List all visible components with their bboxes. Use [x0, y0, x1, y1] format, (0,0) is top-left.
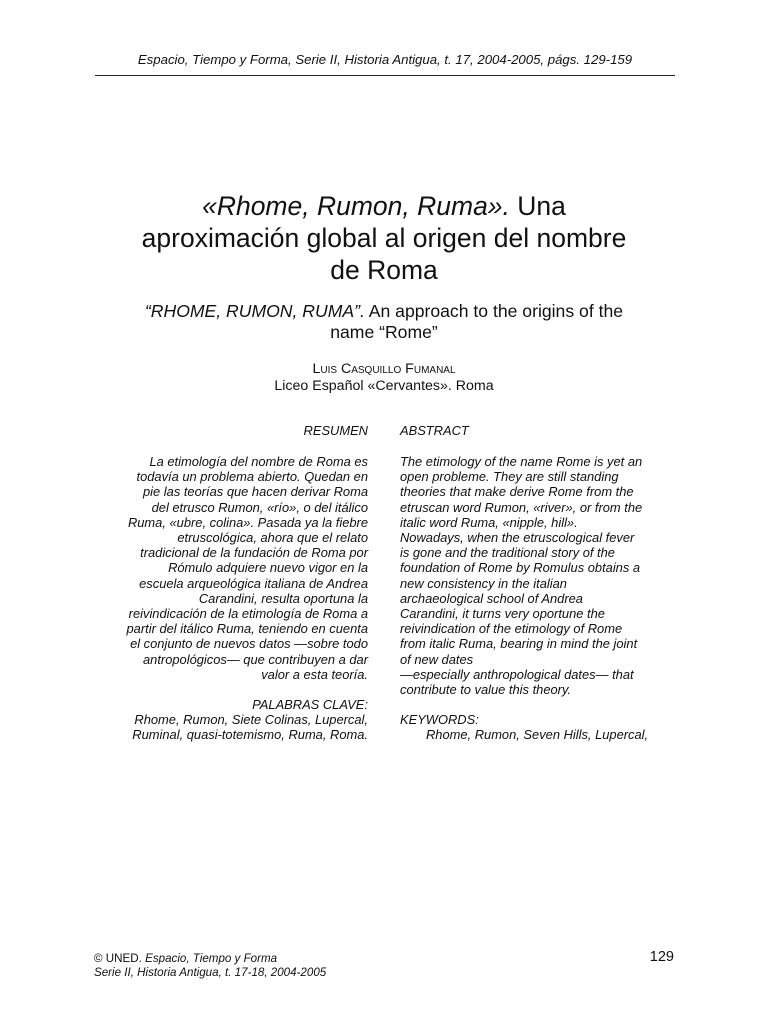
keywords-list: [400, 727, 716, 742]
text-line: Nowadays, when the etruscological fever: [400, 530, 635, 546]
text-line: reivindication of the etimology of Rome: [400, 621, 623, 637]
text-line: archaeological school of Andrea: [400, 590, 583, 606]
text-line: italic word Ruma, «nipple, hill».: [400, 514, 578, 530]
article-subtitle: [84, 301, 684, 343]
footer-journal: Espacio, Tiempo y Forma: [145, 952, 278, 965]
resumen-body: [96, 454, 368, 682]
title-line-3: de Roma: [330, 255, 438, 285]
article-title: [84, 190, 684, 286]
text-line: del etrusco Rumon, «río», o del itálico: [151, 499, 368, 515]
text-line: etruscan word Rumon, «river», or from the: [400, 499, 643, 515]
text-line: partir del itálico Ruma, teniendo en cuenta: [126, 621, 368, 637]
text-line: open probleme. They are still standing: [400, 469, 619, 485]
author-affiliation: Liceo Español «Cervantes». Roma: [274, 378, 494, 394]
text-line: theories that make derive Rome from the: [400, 484, 634, 500]
text-line: pie las teorías que hacen derivar Roma: [143, 484, 368, 500]
text-line: Carandini, it turns very oportune the: [400, 606, 605, 622]
text-line: Ruma, «ubre, colina». Pasada ya la fiebre: [127, 514, 368, 530]
title-line-1: [84, 190, 684, 222]
text-line: todavía un problema abierto. Quedan en: [136, 469, 368, 485]
text-line: reivindicación de la etimología de Roma a: [128, 606, 368, 622]
abstract-body: [400, 454, 690, 697]
text-line: valor a esta teoría.: [261, 666, 368, 682]
title-line-1-rest: Una: [509, 191, 566, 221]
subtitle-line-2: name “Rome”: [330, 322, 438, 342]
text-line: Ruminal, quasi-totemismo, Ruma, Roma.: [132, 727, 368, 743]
text-line: The etimology of the name Rome is yet an: [400, 454, 643, 469]
text-line: —especially anthropological dates— that: [400, 666, 634, 682]
text-line: La etimología del nombre de Roma es: [149, 454, 368, 469]
text-line: new consistency in the italian: [400, 575, 567, 591]
subtitle-italic-part: “RHOME, RUMON, RUMA”.: [144, 301, 365, 321]
footer-publisher: UNED.: [105, 952, 142, 965]
text-line: contribute to value this theory.: [400, 682, 572, 698]
subtitle-line-1: [84, 301, 684, 322]
text-line: of new dates: [400, 651, 474, 667]
text-line: Rhome, Rumon, Seven Hills, Lupercal,: [426, 727, 649, 742]
subtitle-line-1-rest: An approach to the origins of the: [364, 301, 624, 321]
text-line: etruscológica, ahora que el relato: [177, 530, 368, 546]
text-line: el conjunto de nuevos datos —sobre todo: [130, 636, 368, 652]
author-name: Luis Casquillo Fumanal: [312, 361, 456, 377]
text-line: antropológicos— que contribuyen a dar: [142, 651, 368, 667]
footer-line-2: Serie II, Historia Antigua, t. 17-18, 2004-2005: [94, 966, 327, 979]
page-number: 129: [649, 949, 674, 965]
keywords-heading: KEYWORDS:: [400, 712, 479, 727]
text-line: tradicional de la fundación de Roma por: [140, 545, 368, 561]
text-line: Rhome, Rumon, Siete Colinas, Lupercal,: [134, 712, 368, 727]
text-line: Rómulo adquiere nuevo vigor en la: [168, 560, 368, 576]
text-line: foundation of Rome by Romulus obtains a: [400, 560, 641, 576]
text-line: from italic Ruma, bearing in mind the joint: [400, 636, 638, 652]
title-line-2: aproximación global al origen del nombre: [141, 223, 627, 253]
text-line: Carandini, resulta oportuna la: [198, 590, 368, 606]
footer-line-1: [94, 952, 326, 966]
footer-credit: [94, 952, 326, 980]
palabras-clave-heading: PALABRAS CLAVE:: [252, 697, 368, 712]
resumen-heading: RESUMEN: [303, 423, 368, 438]
abstract-heading: ABSTRACT: [400, 423, 469, 438]
copyright-symbol: ©: [94, 952, 103, 965]
running-head: Espacio, Tiempo y Forma, Serie II, Historia Antigua, t. 17, 2004-2005, págs. 129-159: [137, 52, 633, 67]
title-italic-part: «Rhome, Rumon, Ruma».: [202, 191, 510, 221]
palabras-clave-list: [96, 712, 368, 742]
header-divider: [95, 75, 675, 76]
text-line: escuela arqueológica italiana de Andrea: [139, 575, 368, 591]
text-line: is gone and the traditional story of the: [400, 545, 615, 561]
